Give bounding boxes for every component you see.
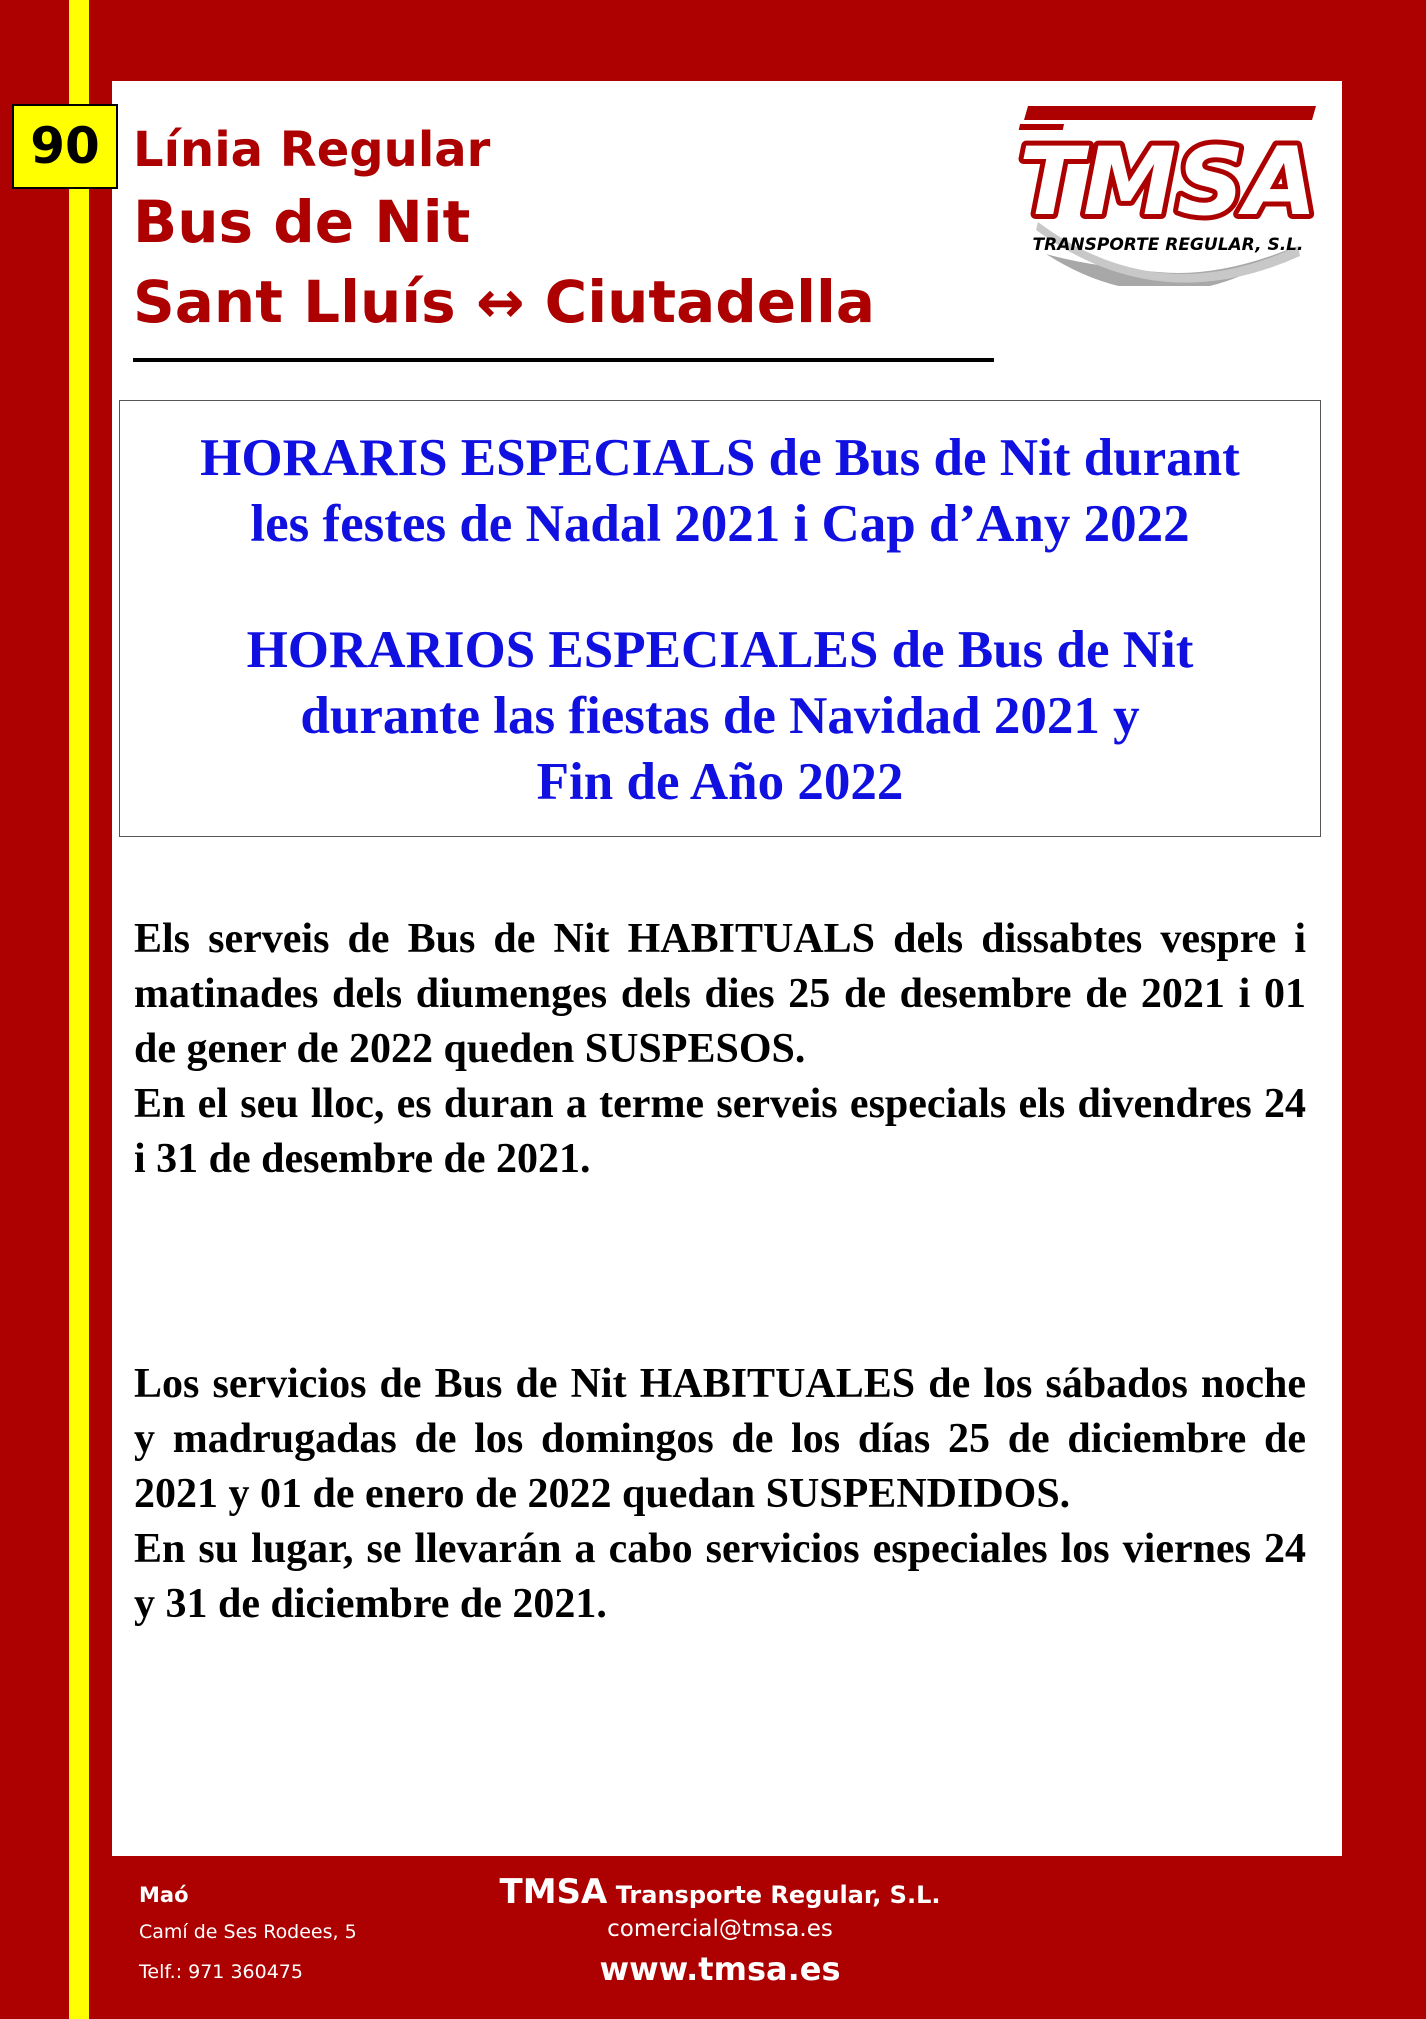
footer-city: Maó [139, 1883, 189, 1907]
yellow-stripe [69, 0, 89, 2019]
title-divider [133, 358, 994, 362]
footer-company-brand: TMSA [499, 1872, 608, 1912]
logo-tagline: TRANSPORTE REGULAR, S.L. [1032, 235, 1304, 255]
route-title: Sant Lluís ↔ Ciutadella [133, 268, 875, 336]
spanish-paragraph: En su lugar, se llevarán a cabo servicios especiales los viernes 24 y 31 de diciembre de 2021. [134, 1526, 1306, 1627]
footer-phone: Telf.: 971 360475 [139, 1961, 303, 1983]
footer-website-link[interactable]: www.tmsa.es [599, 1950, 841, 1988]
spanish-body [134, 1357, 1306, 1632]
tmsa-logo [1018, 96, 1318, 286]
special-schedule-notice [119, 400, 1321, 837]
notice-catalan-line: HORARIS ESPECIALS de Bus de Nit durant [200, 429, 1240, 487]
footer-company-name: Transporte Regular, S.L. [615, 1881, 941, 1909]
catalan-body [134, 912, 1306, 1187]
notice-spanish-line: HORARIOS ESPECIALES de Bus de Nit [246, 621, 1194, 679]
service-title: Bus de Nit [133, 188, 471, 256]
catalan-paragraph: En el seu lloc, es duran a terme serveis especials els divendres 24 i 31 de desembre de 2021. [134, 1081, 1306, 1182]
notice-spanish [120, 617, 1320, 815]
notice-catalan-line: les festes de Nadal 2021 i Cap d’Any 2022 [250, 495, 1190, 553]
line-type-title: Línia Regular [133, 122, 491, 178]
line-number-badge: 90 [12, 104, 118, 189]
notice-spanish-line: durante las fiestas de Navidad 2021 y [300, 687, 1140, 745]
catalan-paragraph: Els serveis de Bus de Nit HABITUALS dels dissabtes vespre i matinades dels diumenges dels dies 25 de desembre de 2021 i 01 de gener de 2022 queden SUSPESOS. [134, 916, 1306, 1072]
notice-spanish-line: Fin de Año 2022 [536, 753, 904, 811]
footer-address: Camí de Ses Rodees, 5 [139, 1921, 357, 1943]
notice-catalan [120, 425, 1320, 557]
footer-company [400, 1872, 1040, 1912]
footer-email-link[interactable]: comercial@tmsa.es [607, 1916, 833, 1942]
logo-brand-text: TMSA [1018, 128, 1318, 237]
spanish-paragraph: Los servicios de Bus de Nit HABITUALES de los sábados noche y madrugadas de los domingos de los días 25 de diciembre de 2021 y 01 de enero de 2022 quedan SUSPENDIDOS. [134, 1361, 1306, 1517]
